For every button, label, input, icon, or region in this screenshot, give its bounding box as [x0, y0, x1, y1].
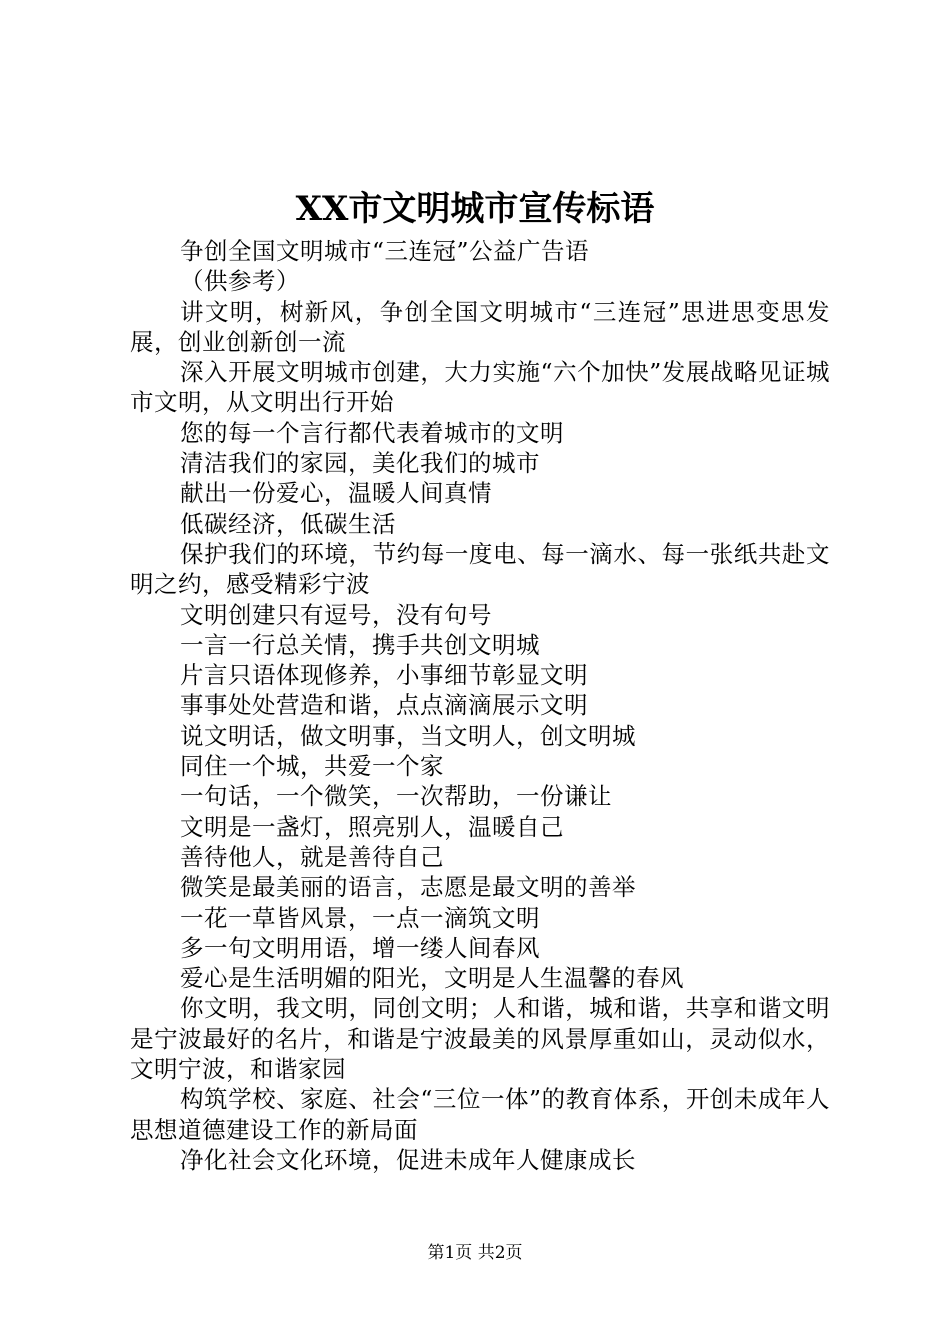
paragraph: 同住一个城，共爱一个家: [180, 752, 444, 781]
paragraph: 争创全国文明城市“三连冠”公益广告语: [180, 237, 590, 265]
paragraph: 说文明话，做文明事，当文明人，创文明城: [180, 721, 636, 750]
paragraph: 一句话，一个微笑，一次帮助，一份谦让: [180, 782, 612, 811]
page-number-footer: 第1页 共2页: [427, 1243, 523, 1263]
paragraph: 保护我们的环境，节约每一度电、每一滴水、每一张纸共赴文明之约，感受精彩宁波: [130, 539, 830, 599]
paragraph: 一言一行总关情，携手共创文明城: [180, 630, 540, 659]
paragraph: 微笑是最美丽的语言，志愿是最文明的善举: [180, 873, 636, 902]
paragraph: 片言只语体现修养，小事细节彰显文明: [180, 661, 588, 690]
paragraph: 多一句文明用语，增一缕人间春风: [180, 933, 540, 962]
paragraph: 文明创建只有逗号，没有句号: [180, 600, 492, 629]
paragraph: （供参考）: [180, 267, 300, 296]
paragraph: 净化社会文化环境，促进未成年人健康成长: [180, 1145, 636, 1174]
paragraph: 献出一份爱心，温暖人间真情: [180, 479, 492, 508]
paragraph: 事事处处营造和谐，点点滴滴展示文明: [180, 691, 588, 720]
paragraph: 文明是一盏灯，照亮别人，温暖自己: [180, 812, 564, 841]
paragraph: 爱心是生活明媚的阳光，文明是人生温馨的春风: [180, 964, 684, 993]
paragraph: 清洁我们的家园，美化我们的城市: [180, 449, 540, 478]
paragraph: 一花一草皆风景，一点一滴筑文明: [180, 903, 540, 932]
paragraph: 深入开展文明城市创建，大力实施“六个加快”发展战略见证城市文明，从文明出行开始: [130, 358, 830, 417]
document-title: XX市文明城市宣传标语: [295, 189, 655, 229]
paragraph: 善待他人，就是善待自己: [180, 842, 444, 871]
paragraph: 低碳经济，低碳生活: [180, 509, 396, 538]
paragraph: 讲文明，树新风，争创全国文明城市“三连冠”思进思变思发展，创业创新创一流: [130, 297, 830, 356]
paragraph: 你文明，我文明，同创文明；人和谐，城和谐，共享和谐文明是宁波最好的名片，和谐是宁波最美的风景厚重如山，灵动似水，文明宁波，和谐家园: [130, 994, 830, 1084]
document-body: [130, 236, 830, 1175]
paragraph: 构筑学校、家庭、社会“三位一体”的教育体系，开创未成年人思想道德建设工作的新局面: [130, 1085, 830, 1144]
paragraph: 您的每一个言行都代表着城市的文明: [180, 418, 564, 447]
